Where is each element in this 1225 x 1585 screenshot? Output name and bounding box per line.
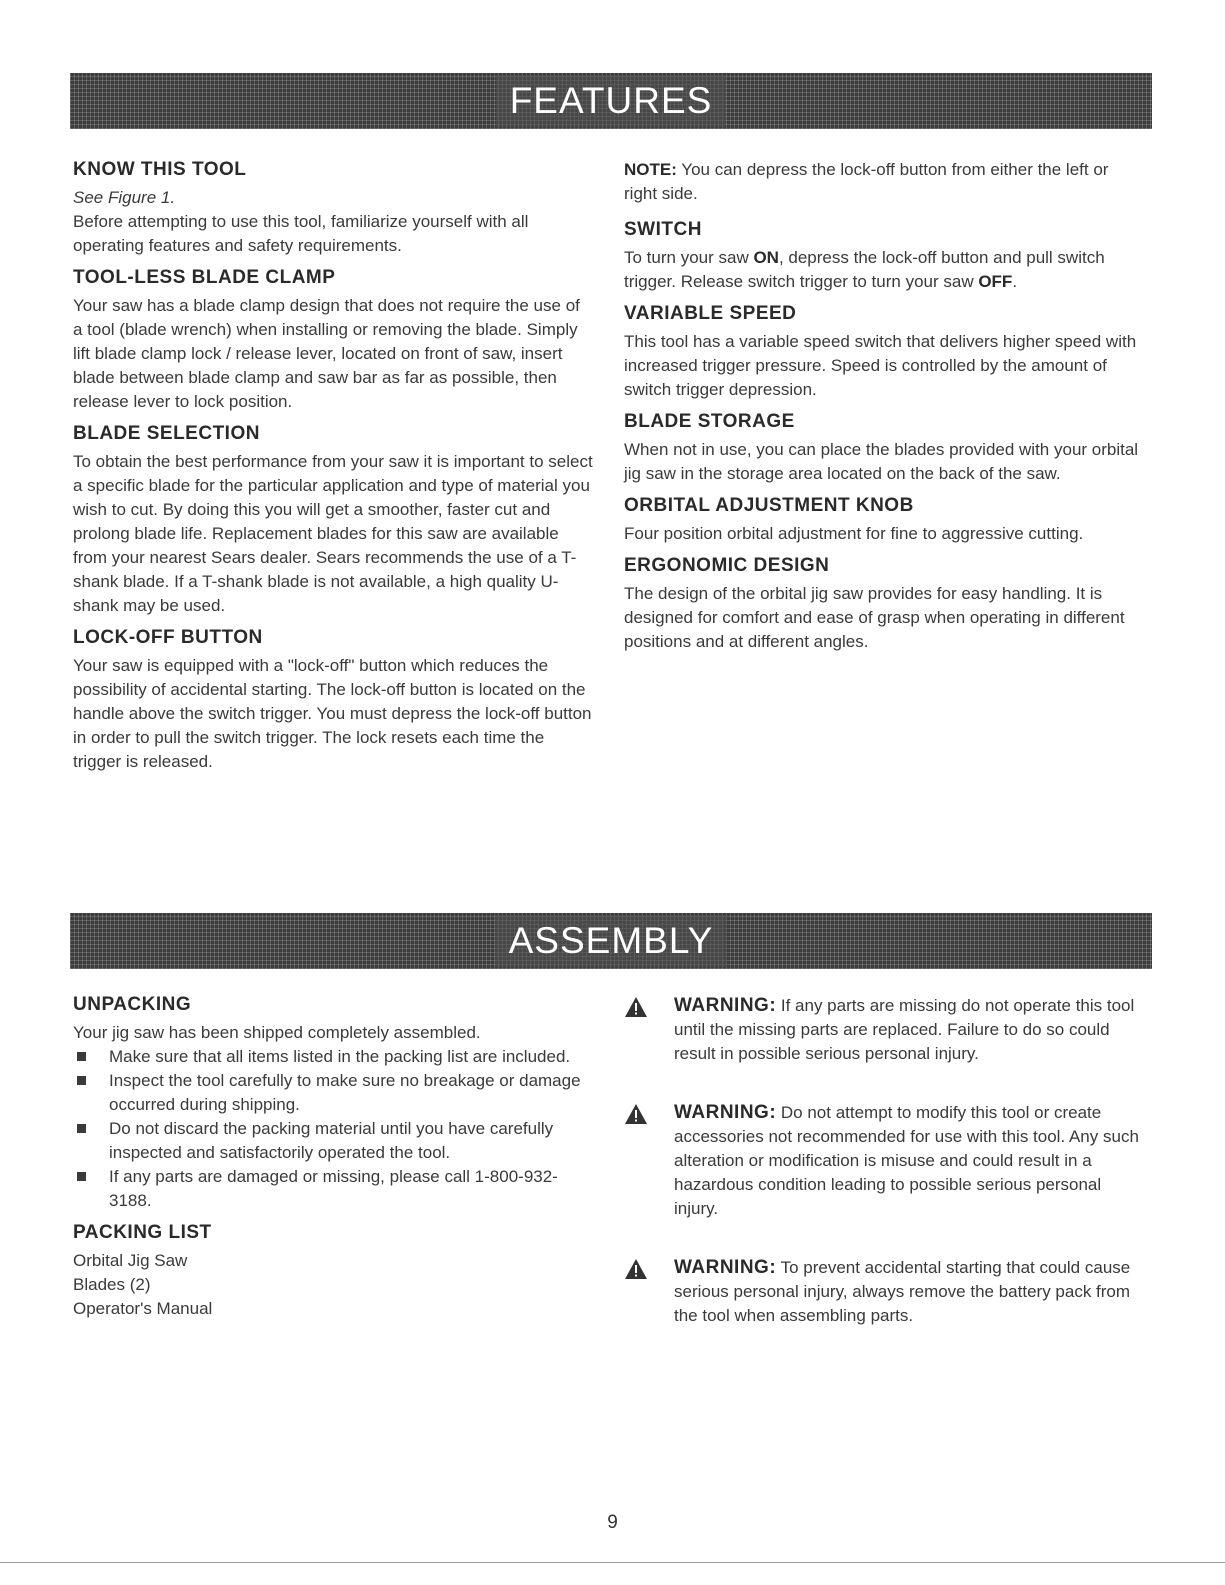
warning-label: WARNING: xyxy=(674,995,777,1016)
square-bullet-icon xyxy=(77,1172,86,1181)
switch-text-1: To turn your saw xyxy=(624,248,754,267)
warning-text xyxy=(674,994,1149,1066)
ergonomic-heading: ERGONOMIC DESIGN xyxy=(624,555,830,576)
assembly-title: ASSEMBLY xyxy=(495,915,728,967)
clamp-heading: TOOL-LESS BLADE CLAMP xyxy=(73,267,336,288)
warning-block xyxy=(624,994,1149,1066)
assembly-right-column xyxy=(624,994,1149,1363)
know-body: Before attempting to use this tool, familiarize yourself with all operating features and safety requirements. xyxy=(73,212,529,255)
warning-body: If any parts are missing do not operate this tool until the missing parts are replaced. Failure to do so could result in possible serious personal injury. xyxy=(674,996,1135,1063)
switch-off-label: OFF xyxy=(978,272,1013,291)
list-item-text: Make sure that all items listed in the packing list are included. xyxy=(109,1047,571,1066)
warning-triangle-icon xyxy=(624,1103,648,1125)
packing-item: Operator's Manual xyxy=(73,1299,213,1318)
square-bullet-icon xyxy=(77,1124,86,1133)
features-right-column xyxy=(624,158,1144,654)
list-item xyxy=(73,1165,593,1213)
ergonomic-body: The design of the orbital jig saw provides for easy handling. It is designed for comfort and ease of grasp when operating in different positions and at different angles. xyxy=(624,584,1125,651)
warning-body: To prevent accidental starting that could cause serious personal injury, always remove the battery pack from the tool when assembling parts. xyxy=(674,1258,1131,1325)
know-heading: KNOW THIS TOOL xyxy=(73,159,247,180)
warning-text xyxy=(674,1101,1149,1221)
unpacking-bullet-list xyxy=(73,1045,593,1213)
list-item-text: Inspect the tool carefully to make sure no breakage or damage occurred during shipping. xyxy=(109,1071,581,1114)
assembly-left-column xyxy=(73,993,593,1321)
warning-label: WARNING: xyxy=(674,1257,777,1278)
orbital-body: Four position orbital adjustment for fine to aggressive cutting. xyxy=(624,524,1084,543)
switch-body xyxy=(624,246,1144,294)
lockoff-heading: LOCK-OFF BUTTON xyxy=(73,627,263,648)
list-item-text: Do not discard the packing material until you have carefully inspected and satisfactorily operated the tool. xyxy=(109,1119,554,1162)
packing-item: Blades (2) xyxy=(73,1275,151,1294)
unpacking-intro: Your jig saw has been shipped completely assembled. xyxy=(73,1023,481,1042)
storage-body: When not in use, you can place the blades provided with your orbital jig saw in the storage area located on the back of the saw. xyxy=(624,440,1139,483)
warning-triangle-icon xyxy=(624,1258,648,1280)
variable-heading: VARIABLE SPEED xyxy=(624,303,797,324)
orbital-heading: ORBITAL ADJUSTMENT KNOB xyxy=(624,495,914,516)
warning-block xyxy=(624,1101,1149,1221)
note-body: You can depress the lock-off button from either the left or right side. xyxy=(624,160,1109,203)
list-item xyxy=(73,1045,593,1069)
know-figure-ref: See Figure 1. xyxy=(73,188,176,207)
square-bullet-icon xyxy=(77,1076,86,1085)
list-item-text: If any parts are damaged or missing, please call 1-800-932-3188. xyxy=(109,1167,558,1210)
selection-heading: BLADE SELECTION xyxy=(73,423,260,444)
note-label: NOTE: xyxy=(624,160,677,179)
features-left-column xyxy=(73,158,593,774)
lockoff-body: Your saw is equipped with a "lock-off" button which reduces the possibility of accidental starting. The lock-off button is located on the handle above the switch trigger. You must depress the lock-off button in order to pull the switch trigger. The lock resets each time the trigger is released. xyxy=(73,656,592,771)
warning-triangle-icon xyxy=(624,996,648,1018)
switch-on-label: ON xyxy=(753,248,779,267)
assembly-banner xyxy=(70,913,1152,969)
switch-text-2: , depress the lock-off button and pull switch trigger. Release switch trigger to turn your saw xyxy=(624,248,1105,291)
bottom-rule xyxy=(0,1562,1225,1563)
packing-heading: PACKING LIST xyxy=(73,1222,212,1243)
storage-heading: BLADE STORAGE xyxy=(624,411,795,432)
selection-body: To obtain the best performance from your saw it is important to select a specific blade for the particular application and type of material you wish to cut. By doing this you will get a smoother, faster cut and prolong blade life. Replacement blades for this saw are available from your nearest Sears dealer. Sears recommends the use of a T-shank blade. If a T-shank blade is not available, a high quality U-shank may be used. xyxy=(73,452,593,615)
list-item xyxy=(73,1069,593,1117)
features-title: FEATURES xyxy=(496,75,727,127)
square-bullet-icon xyxy=(77,1052,86,1061)
switch-text-3: . xyxy=(1012,272,1018,291)
switch-heading: SWITCH xyxy=(624,219,702,240)
features-banner xyxy=(70,73,1152,129)
warning-label: WARNING: xyxy=(674,1102,777,1123)
warning-text xyxy=(674,1256,1149,1328)
unpacking-heading: UNPACKING xyxy=(73,994,192,1015)
warning-block xyxy=(624,1256,1149,1328)
warning-body: Do not attempt to modify this tool or create accessories not recommended for use with this tool. Any such alteration or modification is misuse and could result in a hazardous condition leading to possible serious personal injury. xyxy=(674,1103,1139,1218)
variable-body: This tool has a variable speed switch that delivers higher speed with increased trigger pressure. Speed is controlled by the amount of switch trigger depression. xyxy=(624,332,1137,399)
packing-item: Orbital Jig Saw xyxy=(73,1251,188,1270)
page-number: 9 xyxy=(607,1512,618,1533)
list-item xyxy=(73,1117,593,1165)
note-paragraph xyxy=(624,158,1144,206)
clamp-body: Your saw has a blade clamp design that does not require the use of a tool (blade wrench) when installing or removing the blade. Simply lift blade clamp lock / release lever, located on front of saw, insert blade between blade clamp and saw bar as far as possible, then release lever to lock position. xyxy=(73,296,580,411)
